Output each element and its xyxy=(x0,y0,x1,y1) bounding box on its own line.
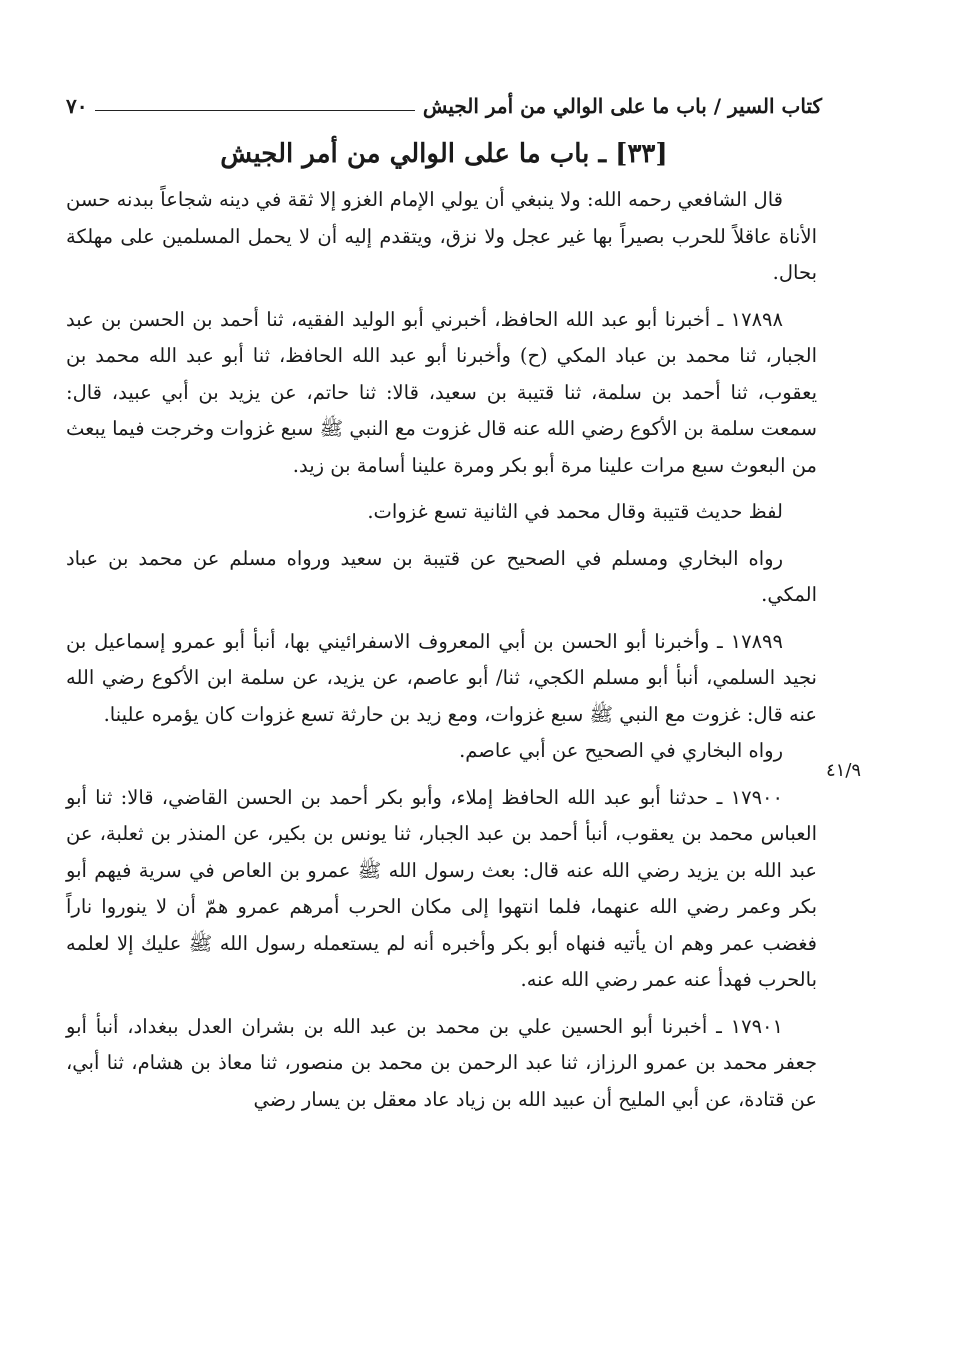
paragraph-hadith-17899: ١٧٨٩٩ ـ وأخبرنا أبو الحسن بن أبي المعروف الاسفرائيني بها، أنبأ أبو عمرو إسماعيل بن نجيد السلمي، أنبأ أبو مسلم الكجي، ثنا/ أبو عاصم، عن يزيد، عن سلمة ابن الأكوع رضي الله عنه قال: غزوت مع النبي ﷺ سبع غزوات، ومع زيد بن حارثة تسع غزوات كان يؤمره علينا. xyxy=(66,629,817,726)
paragraph-intro: قال الشافعي رحمه الله: ولا ينبغي أن يولي الإمام الغزو إلا ثقة في دينه شجاعاً ببدنه حسن الأناة عاقلاً للحرب بصيراً بها غير عجل ولا نزق، ويتقدم إليه أن لا يحمل المسلمين على مهلكة بحال. xyxy=(66,188,817,284)
margin-volume-page-note: ٤١/٩ xyxy=(826,760,862,781)
body-text xyxy=(66,182,817,1128)
paragraph-hadith-17900: ١٧٩٠٠ ـ حدثنا أبو عبد الله الحافظ إملاء، وأبو بكر أحمد بن الحسن القاضي، قالا: ثنا أبو العباس محمد بن يعقوب، أنبأ أحمد بن عبد الجبار، ثنا يونس بن بكير، عن المنذر بن ثعلبة، عن عبد الله بن يزيد رضي الله عنه قال: بعث رسول الله ﷺ عمرو بن العاص في سرية فيهم أبو بكر وعمر رضي الله عنهما، فلما انتهوا إلى مكان الحرب أمرهم عمرو همّ أن لا ينوروا ناراً فغضب عمر وهم ان يأتيه فنهاه أبو بكر وأخبره أنه لم يستعمله رسول الله ﷺ عليك إلا لعلمه بالحرب فهدأ عنه عمر رضي الله عنه. xyxy=(66,785,817,991)
running-header xyxy=(66,84,822,118)
paragraph-bukhari-note: رواه البخاري في الصحيح عن أبي عاصم. xyxy=(459,739,783,762)
running-title: كتاب السير / باب ما على الوالي من أمر الجيش xyxy=(422,94,822,118)
header-rule xyxy=(95,110,414,111)
chapter-title: [٣٣] ـ باب ما على الوالي من أمر الجيش xyxy=(220,139,668,169)
paragraph-narration-source: رواه البخاري ومسلم في الصحيح عن قتيبة بن سعيد ورواه مسلم عن محمد بن عباد المكي. xyxy=(66,546,817,606)
paragraph-hadith-17898: ١٧٨٩٨ ـ أخبرنا أبو عبد الله الحافظ، أخبرني أبو الوليد الفقيه، ثنا أحمد بن الحسن بن عبد الجبار، ثنا محمد بن عباد المكي (ح) وأخبرنا أبو عبد الله الحافظ، ثنا أبو عبد الله محمد بن يعقوب، ثنا أحمد بن سلمة، ثنا قتيبة بن سعيد، قالا: ثنا حاتم، عن يزيد بن أبي عبيد، قال: سمعت سلمة بن الأكوع رضي الله عنه قال غزوت مع النبي ﷺ سبع غزوات وخرجت فيما يبعث من البعوث سبع مرات علينا مرة أبو بكر ومرة علينا أسامة بن زيد. xyxy=(66,307,817,477)
page-number: ٧٠ xyxy=(66,94,88,118)
paragraph-wording-note: لفظ حديث قتيبة وقال محمد في الثانية تسع غزوات. xyxy=(367,500,783,523)
paragraph-hadith-17901: ١٧٩٠١ ـ أخبرنا أبو الحسين علي بن محمد بن عبد الله بن بشران العدل ببغداد، أنبأ أبو جعفر محمد بن عمرو الرزاز، ثنا عبد الرحمن بن محمد بن منصور، ثنا معاذ بن هشام، ثنا أبي، عن قتادة، عن أبي المليح أن عبيد الله بن زياد عاد معقل بن يسار رضي xyxy=(66,1014,817,1111)
